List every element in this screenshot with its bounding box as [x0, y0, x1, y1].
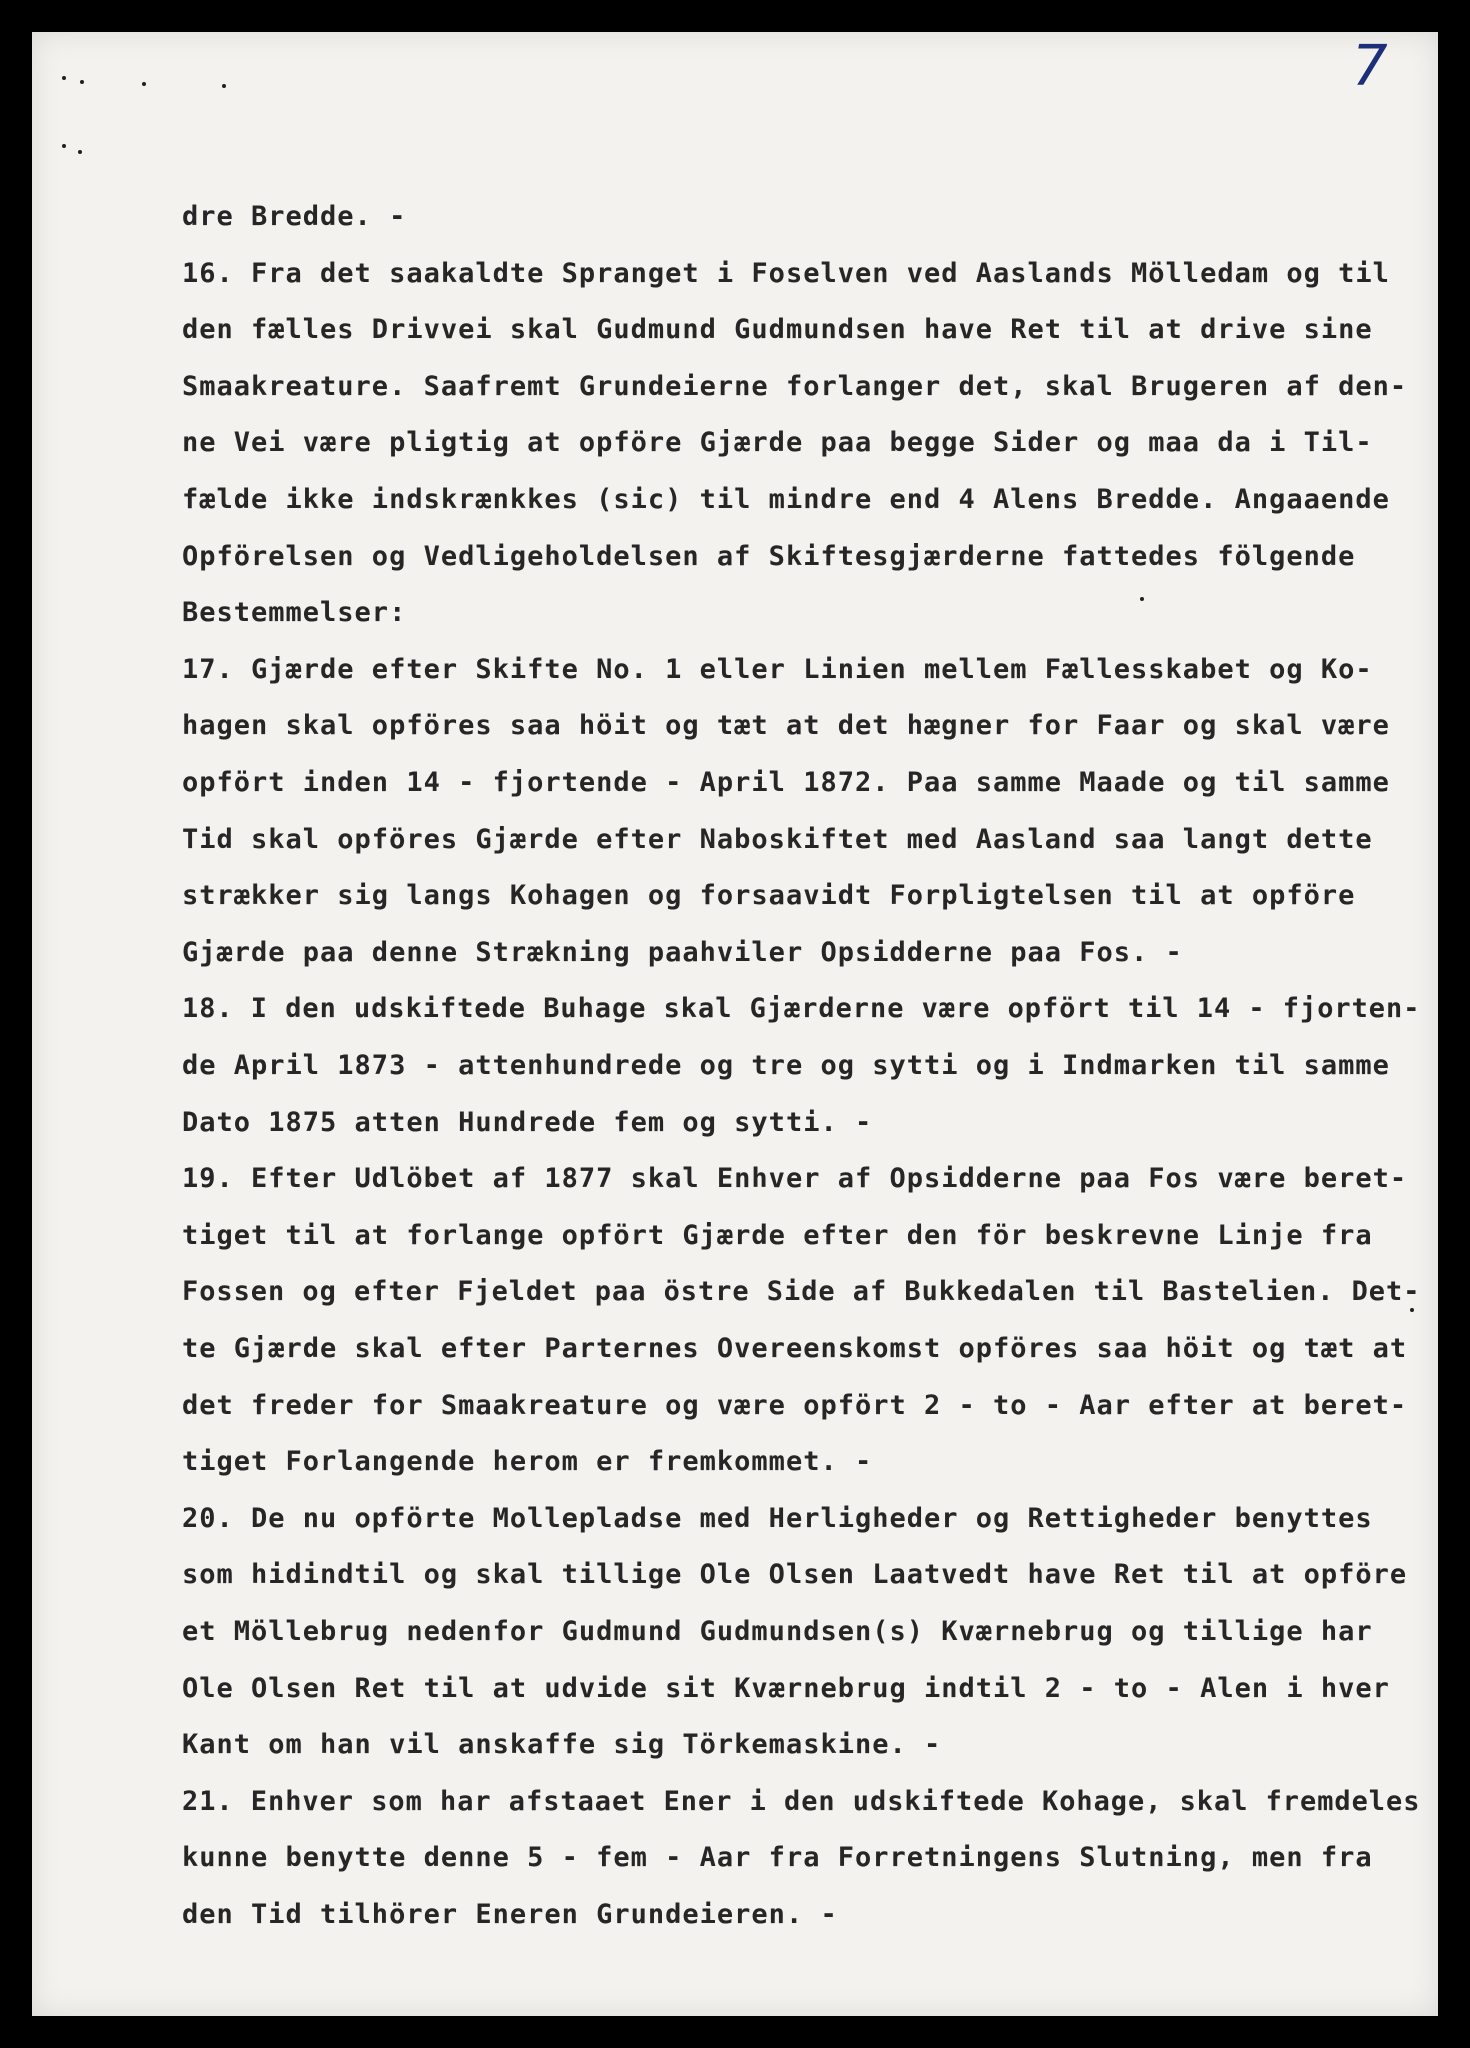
- document-page: [32, 32, 1438, 2016]
- text-line: som hidindtil og skal tillige Ole Olsen Laatvedt have Ret til at opföre: [182, 1559, 1408, 1590]
- text-line: Smaakreature. Saafremt Grundeierne forlanger det, skal Brugeren af den-: [182, 371, 1408, 402]
- text-line: Dato 1875 atten Hundrede fem og sytti. -: [182, 1107, 873, 1138]
- text-line: Opförelsen og Vedligeholdelsen af Skiftesgjærderne fattedes fölgende: [182, 541, 1356, 572]
- text-line: fælde ikke indskrænkkes (sic) til mindre end 4 Alens Bredde. Angaaende: [182, 484, 1390, 515]
- text-line: dre Bredde. -: [182, 201, 407, 232]
- text-line: 19. Efter Udlöbet af 1877 skal Enhver af Opsidderne paa Fos være beret-: [182, 1163, 1408, 1194]
- text-line: hagen skal opföres saa höit og tæt at det hægner for Faar og skal være: [182, 710, 1390, 741]
- text-line: kunne benytte denne 5 - fem - Aar fra Forretningens Slutning, men fra: [182, 1842, 1373, 1873]
- page-number: 7: [1352, 34, 1388, 99]
- text-line: opfört inden 14 - fjortende - April 1872. Paa samme Maade og til samme: [182, 767, 1390, 798]
- text-line: 18. I den udskiftede Buhage skal Gjærderne være opfört til 14 - fjorten-: [182, 993, 1421, 1024]
- typed-text-body: [32, 32, 1438, 2016]
- text-line: tiget Forlangende herom er fremkommet. -: [182, 1446, 873, 1477]
- text-line: Ole Olsen Ret til at udvide sit Kværnebrug indtil 2 - to - Alen i hver: [182, 1673, 1390, 1704]
- text-line: et Möllebrug nedenfor Gudmund Gudmundsen(s) Kværnebrug og tillige har: [182, 1616, 1373, 1647]
- text-line: Kant om han vil anskaffe sig Törkemaskine. -: [182, 1729, 942, 1760]
- text-line: Tid skal opföres Gjærde efter Naboskiftet med Aasland saa langt dette: [182, 824, 1373, 855]
- text-line: 21. Enhver som har afstaaet Ener i den udskiftede Kohage, skal fremdeles: [182, 1786, 1421, 1817]
- text-line: den Tid tilhörer Eneren Grundeieren. -: [182, 1899, 838, 1930]
- text-line: ne Vei være pligtig at opföre Gjærde paa begge Sider og maa da i Til-: [182, 427, 1373, 458]
- text-line: de April 1873 - attenhundrede og tre og sytti og i Indmarken til samme: [182, 1050, 1390, 1081]
- text-line: 17. Gjærde efter Skifte No. 1 eller Linien mellem Fællesskabet og Ko-: [182, 654, 1373, 685]
- text-line: Bestemmelser:: [182, 597, 407, 628]
- text-line: 16. Fra det saakaldte Spranget i Foselven ved Aaslands Mölledam og til: [182, 258, 1390, 289]
- text-line: strækker sig langs Kohagen og forsaavidt Forpligtelsen til at opföre: [182, 880, 1356, 911]
- text-line: te Gjærde skal efter Parternes Overeenskomst opföres saa höit og tæt at: [182, 1333, 1408, 1364]
- text-line: 20. De nu opförte Mollepladse med Herligheder og Rettigheder benyttes: [182, 1503, 1373, 1534]
- text-line: den fælles Drivvei skal Gudmund Gudmundsen have Ret til at drive sine: [182, 314, 1373, 345]
- text-line: Fossen og efter Fjeldet paa östre Side af Bukkedalen til Bastelien. Det-: [182, 1276, 1421, 1307]
- text-line: Gjærde paa denne Strækning paahviler Opsidderne paa Fos. -: [182, 937, 1183, 968]
- text-line: det freder for Smaakreature og være opfört 2 - to - Aar efter at beret-: [182, 1390, 1408, 1421]
- text-line: tiget til at forlange opfört Gjærde efter den för beskrevne Linje fra: [182, 1220, 1373, 1251]
